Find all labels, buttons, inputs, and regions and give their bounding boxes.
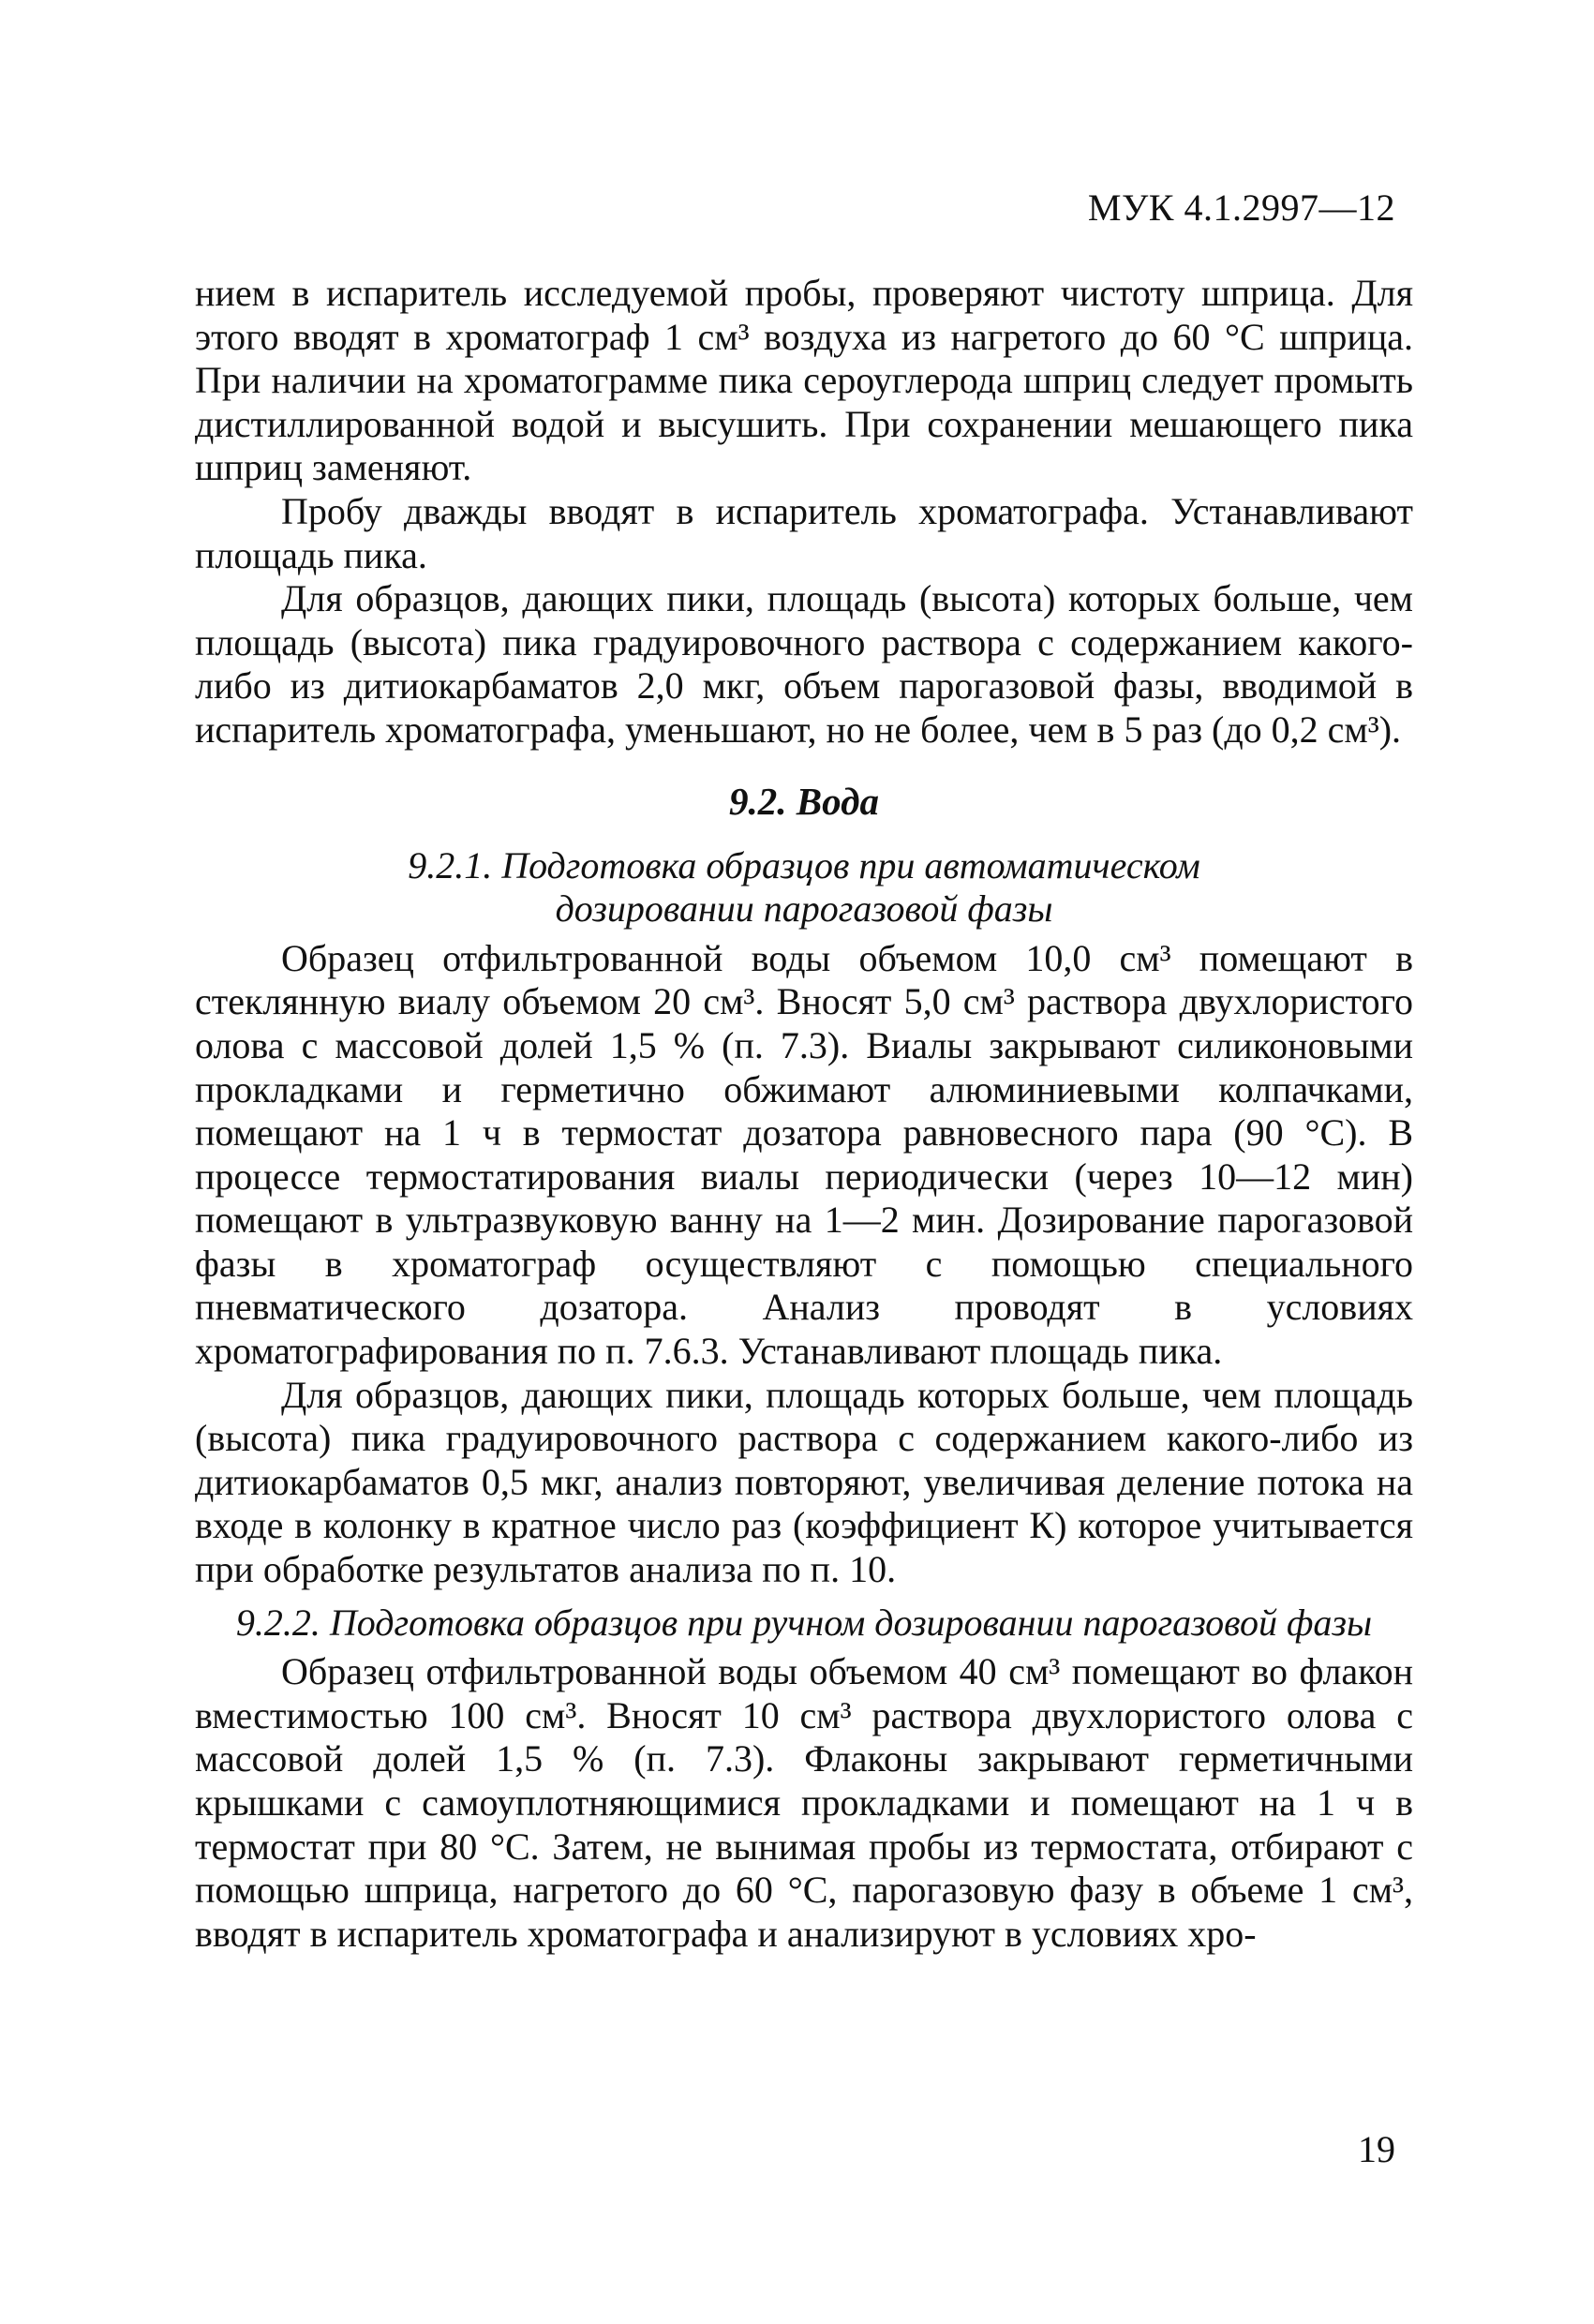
section-title-water: 9.2. Вода bbox=[729, 779, 879, 823]
subsection-title-line-1: 9.2.1. Подготовка образцов при автоматическом bbox=[408, 843, 1200, 886]
subsection-title-automatic-dosing bbox=[195, 844, 1413, 931]
subsection-title-line-2: дозировании парогазовой фазы bbox=[555, 887, 1053, 931]
page-body bbox=[195, 272, 1413, 1956]
subsection-title-manual-dosing: 9.2.2. Подготовка образцов при ручном дозировании парогазовой фазы bbox=[235, 1601, 1373, 1644]
paragraph-continuation: нием в испаритель исследуемой пробы, проверяют чистоту шприца. Для этого вводят в хроматограф 1 см³ воздуха из нагретого до 60 °С шприца. При наличии на хроматограмме пика сероуглерода шприц следует промыть дистиллированной водой и высушить. При сохранении мешающего пика шприц заменяют. bbox=[195, 272, 1413, 489]
page-number: 19 bbox=[1358, 2128, 1395, 2170]
document-code-header: МУК 4.1.2997—12 bbox=[1087, 186, 1395, 229]
paragraph-automatic-dosing-procedure: Образец отфильтрованной воды объемом 10,0 см³ помещают в стеклянную виалу объемом 20 см³. Вносят 5,0 см³ раствора двухлористого олова с массовой долей 1,5 % (п. 7.3). Виалы закрывают силиконовыми прокладками и герметично обжимают алюминиевыми колпачками, помещают на 1 ч в термостат дозатора равновесного пара (90 °С). В процессе термостатирования виалы периодически (через 10—12 мин) помещают в ультразвуковую ванну на 1—2 мин. Дозирование парогазовой фазы в хроматограф осуществляют с помощью специального пневматического дозатора. Анализ проводят в условиях хроматографирования по п. 7.6.3. Устанавливают площадь пика. bbox=[195, 936, 1413, 1373]
paragraph-sample-injection: Пробу дважды вводят в испаритель хроматографа. Устанавливают площадь пика. bbox=[195, 489, 1413, 576]
paragraph-flow-division: Для образцов, дающих пики, площадь которых больше, чем площадь (высота) пика градуировочного раствора с содержанием какого-либо из дитиокарбаматов 0,5 мкг, анализ повторяют, увеличивая деление потока на входе в колонку в кратное число раз (коэффициент К) которое учитывается при обработке результатов анализа по п. 10. bbox=[195, 1373, 1413, 1591]
paragraph-volume-reduction: Для образцов, дающих пики, площадь (высота) которых больше, чем площадь (высота) пика градуировочного раствора с содержанием какого-либо из дитиокарбаматов 2,0 мкг, объем парогазовой фазы, вводимой в испаритель хроматографа, уменьшают, но не более, чем в 5 раз (до 0,2 см³). bbox=[195, 577, 1413, 751]
paragraph-manual-dosing-procedure: Образец отфильтрованной воды объемом 40 см³ помещают во флакон вместимостью 100 см³. Вносят 10 см³ раствора двухлористого олова с массовой долей 1,5 % (п. 7.3). Флаконы закрывают герметичными крышками с самоуплотняющимися прокладками и помещают на 1 ч в термостат при 80 °С. Затем, не вынимая пробы из термостата, отбирают с помощью шприца, нагретого до 60 °С, парогазовую фазу в объеме 1 см³, вводят в испаритель хроматографа и анализируют в условиях хро- bbox=[195, 1650, 1413, 1955]
